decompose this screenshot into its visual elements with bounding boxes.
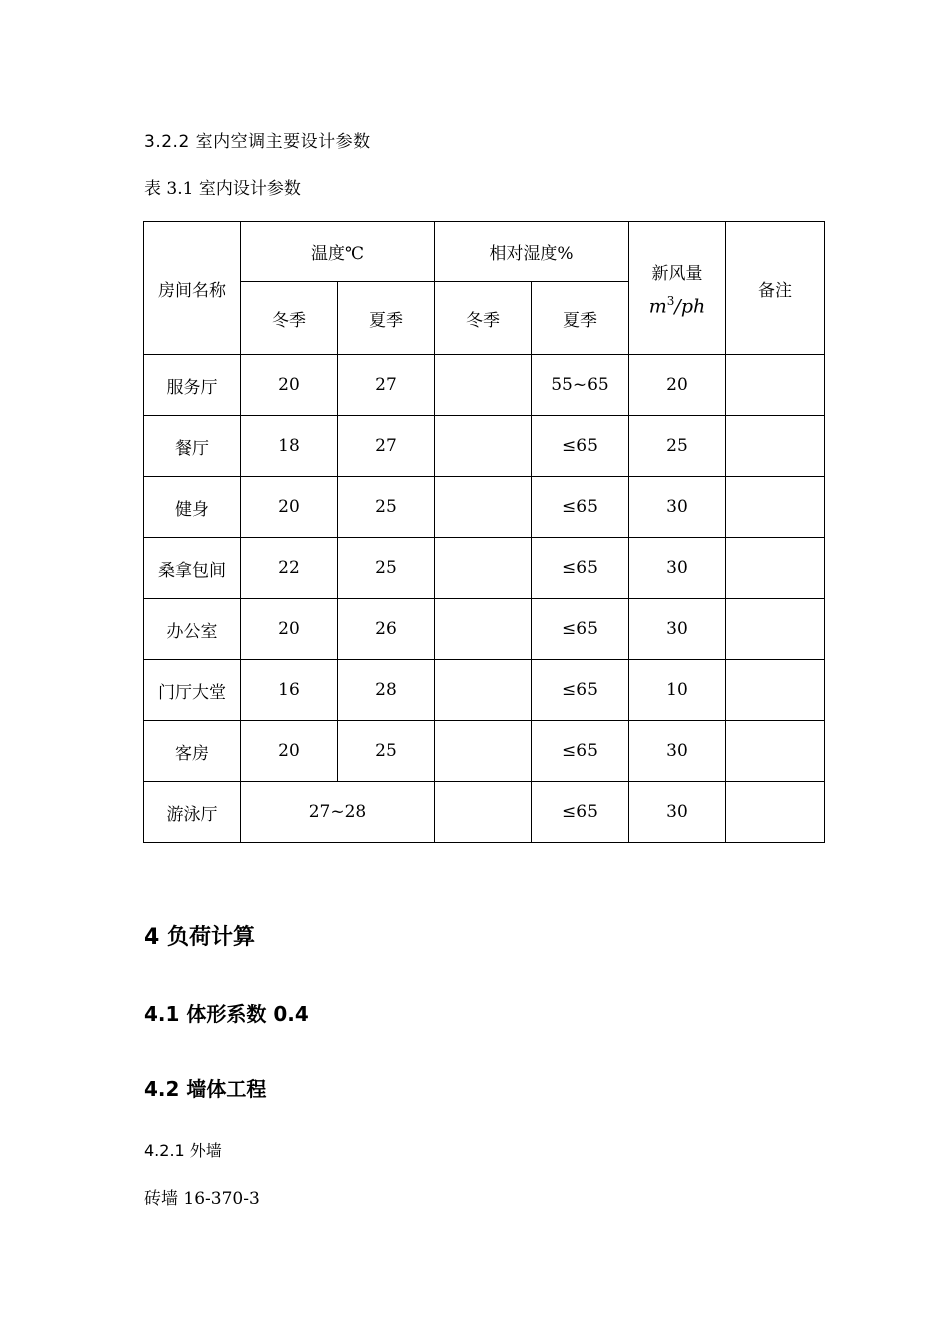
cell-remark (726, 355, 825, 416)
section-heading-3-2-2 (144, 127, 371, 152)
cell-hum-winter (435, 721, 532, 782)
cell-temp-winter: 20 (241, 599, 338, 660)
section-heading-4-2-1: 4.2.1 外墙 (144, 1141, 222, 1160)
table-row (144, 355, 825, 416)
table-row (144, 477, 825, 538)
cell-hum-summer: 55~65 (532, 355, 629, 416)
cell-remark (726, 721, 825, 782)
cell-temp-winter: 20 (241, 477, 338, 538)
cell-remark (726, 477, 825, 538)
cell-fresh-air: 10 (629, 660, 726, 721)
cell-hum-winter (435, 355, 532, 416)
cell-temp-winter: 20 (241, 721, 338, 782)
cell-fresh-air: 30 (629, 599, 726, 660)
section-heading-4: 4 负荷计算 (144, 925, 255, 950)
cell-temp-winter: 18 (241, 416, 338, 477)
cell-hum-summer: ≤65 (532, 721, 629, 782)
cell-room: 服务厅 (144, 355, 241, 416)
header-fresh-air (629, 222, 726, 355)
cell-hum-summer: ≤65 (532, 538, 629, 599)
table-caption: 表 3.1 室内设计参数 (144, 179, 301, 199)
cell-fresh-air: 30 (629, 477, 726, 538)
cell-fresh-air: 30 (629, 538, 726, 599)
cell-remark (726, 416, 825, 477)
table-row (144, 599, 825, 660)
header-temperature: 温度℃ (241, 222, 435, 282)
table-row (144, 416, 825, 477)
cell-temp-summer: 28 (338, 660, 435, 721)
cell-room: 桑拿包间 (144, 538, 241, 599)
section-number: 3.2.2 (144, 132, 190, 152)
table-row (144, 538, 825, 599)
cell-hum-summer: ≤65 (532, 782, 629, 843)
cell-room: 办公室 (144, 599, 241, 660)
cell-temp-winter: 22 (241, 538, 338, 599)
cell-temp-summer: 26 (338, 599, 435, 660)
cell-temp-summer: 25 (338, 538, 435, 599)
cell-hum-winter (435, 538, 532, 599)
cell-fresh-air: 30 (629, 782, 726, 843)
cell-room: 健身 (144, 477, 241, 538)
fresh-air-label: 新风量 (651, 263, 703, 284)
cell-hum-winter (435, 782, 532, 843)
cell-remark (726, 782, 825, 843)
header-remark: 备注 (726, 222, 825, 355)
cell-fresh-air: 25 (629, 416, 726, 477)
cell-room: 餐厅 (144, 416, 241, 477)
section-heading-4-1: 4.1 体形系数 0.4 (144, 1002, 309, 1026)
design-parameters-table (143, 221, 825, 843)
cell-temp-summer: 27 (338, 355, 435, 416)
cell-hum-winter (435, 416, 532, 477)
cell-hum-winter (435, 477, 532, 538)
cell-remark (726, 660, 825, 721)
section-title: 室内空调主要设计参数 (195, 132, 371, 152)
cell-hum-summer: ≤65 (532, 416, 629, 477)
section-heading-4-2: 4.2 墙体工程 (144, 1077, 267, 1101)
header-hum-winter: 冬季 (435, 282, 532, 355)
cell-hum-winter (435, 599, 532, 660)
cell-temp-winter: 16 (241, 660, 338, 721)
cell-temp-summer: 27 (338, 416, 435, 477)
cell-hum-summer: ≤65 (532, 599, 629, 660)
cell-remark (726, 599, 825, 660)
cell-hum-winter (435, 660, 532, 721)
paragraph-brick-wall: 砖墙 16-370-3 (144, 1189, 260, 1209)
cell-temp-winter: 20 (241, 355, 338, 416)
cell-hum-summer: ≤65 (532, 477, 629, 538)
cell-room: 游泳厅 (144, 782, 241, 843)
cell-remark (726, 538, 825, 599)
table-row (144, 660, 825, 721)
cell-temp-summer: 25 (338, 721, 435, 782)
header-hum-summer: 夏季 (532, 282, 629, 355)
cell-room: 客房 (144, 721, 241, 782)
cell-room: 门厅大堂 (144, 660, 241, 721)
header-temp-winter: 冬季 (241, 282, 338, 355)
header-humidity: 相对湿度% (435, 222, 629, 282)
cell-temp-merged: 27~28 (241, 782, 435, 843)
table-row (144, 721, 825, 782)
table-row (144, 782, 825, 843)
cell-fresh-air: 20 (629, 355, 726, 416)
header-room-name: 房间名称 (144, 222, 241, 355)
cell-hum-summer: ≤65 (532, 660, 629, 721)
cell-temp-summer: 25 (338, 477, 435, 538)
cell-fresh-air: 30 (629, 721, 726, 782)
header-temp-summer: 夏季 (338, 282, 435, 355)
fresh-air-unit: $m^3/ph$ (648, 293, 706, 318)
table-header-row (144, 222, 825, 282)
